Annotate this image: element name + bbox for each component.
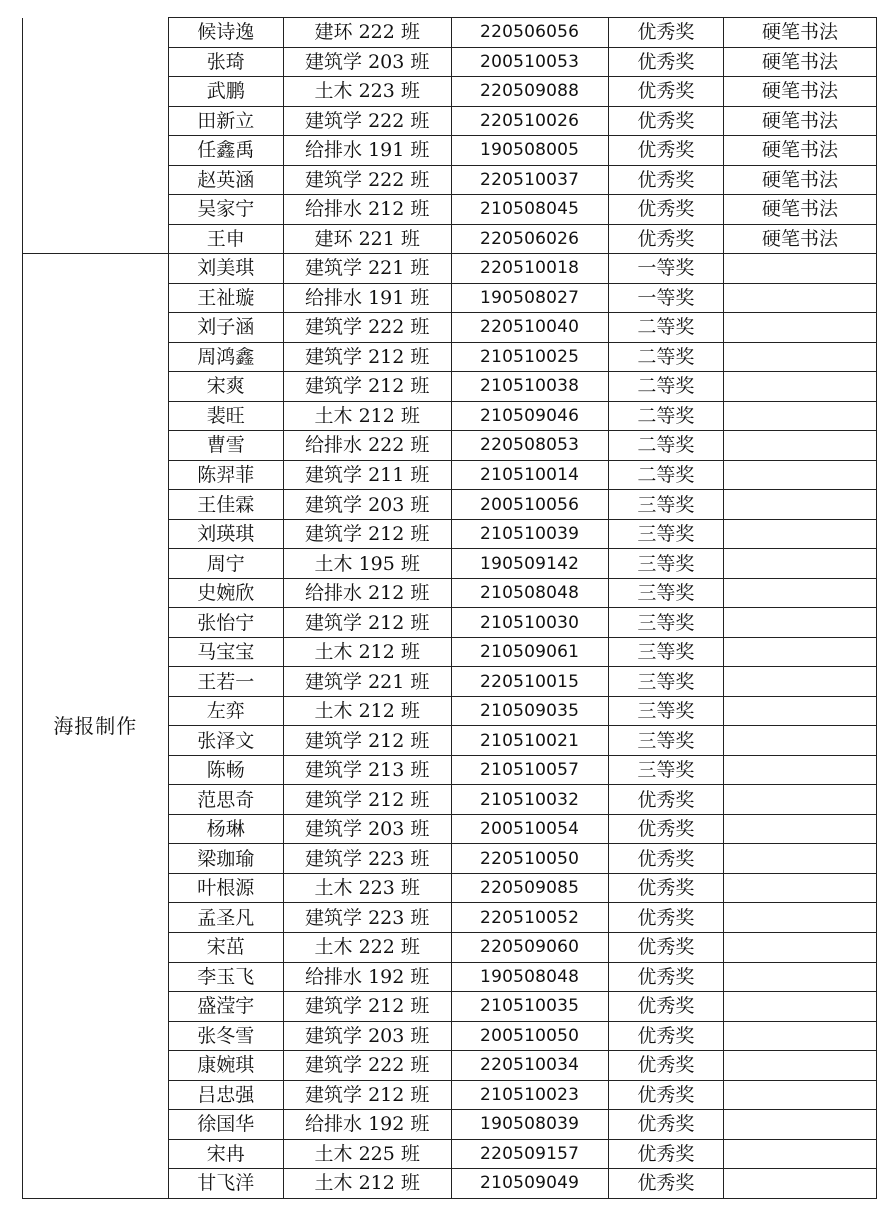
class-cell: 建筑学 203 班 <box>283 1021 451 1051</box>
award-type-cell <box>723 814 876 844</box>
class-cell: 建环 221 班 <box>283 224 451 254</box>
award-type-cell <box>723 1139 876 1169</box>
student-id-cell: 220510052 <box>451 903 608 933</box>
award-type-cell <box>723 992 876 1022</box>
award-type-cell: 硬笔书法 <box>723 195 876 225</box>
class-cell: 给排水 192 班 <box>283 1110 451 1140</box>
class-cell: 给排水 191 班 <box>283 136 451 166</box>
class-cell: 建筑学 222 班 <box>283 165 451 195</box>
student-id-cell: 210510025 <box>451 342 608 372</box>
award-table-body <box>23 18 877 1199</box>
student-name-cell: 王若一 <box>168 667 283 697</box>
award-type-cell <box>723 519 876 549</box>
award-type-cell <box>723 549 876 579</box>
student-id-cell: 220510040 <box>451 313 608 343</box>
student-name-cell: 刘美琪 <box>168 254 283 284</box>
class-cell: 土木 222 班 <box>283 932 451 962</box>
student-id-cell: 190508027 <box>451 283 608 313</box>
award-type-cell <box>723 1110 876 1140</box>
student-id-cell: 200510056 <box>451 490 608 520</box>
award-level-cell: 一等奖 <box>608 283 723 313</box>
award-type-cell <box>723 578 876 608</box>
award-type-cell <box>723 1169 876 1199</box>
award-level-cell: 优秀奖 <box>608 932 723 962</box>
class-cell: 建筑学 203 班 <box>283 47 451 77</box>
award-level-cell: 二等奖 <box>608 431 723 461</box>
award-level-cell: 优秀奖 <box>608 47 723 77</box>
category-cell-continued <box>23 18 169 254</box>
award-level-cell: 二等奖 <box>608 342 723 372</box>
student-id-cell: 190508005 <box>451 136 608 166</box>
award-type-cell <box>723 785 876 815</box>
award-type-cell: 硬笔书法 <box>723 47 876 77</box>
award-level-cell: 优秀奖 <box>608 962 723 992</box>
award-type-cell <box>723 342 876 372</box>
student-name-cell: 孟圣凡 <box>168 903 283 933</box>
award-level-cell: 三等奖 <box>608 549 723 579</box>
award-level-cell: 优秀奖 <box>608 992 723 1022</box>
student-name-cell: 张琦 <box>168 47 283 77</box>
student-name-cell: 盛滢宇 <box>168 992 283 1022</box>
class-cell: 建筑学 222 班 <box>283 1051 451 1081</box>
class-cell: 土木 212 班 <box>283 637 451 667</box>
award-level-cell: 优秀奖 <box>608 106 723 136</box>
class-cell: 建筑学 221 班 <box>283 667 451 697</box>
award-level-cell: 三等奖 <box>608 490 723 520</box>
class-cell: 建筑学 221 班 <box>283 254 451 284</box>
student-name-cell: 王祉璇 <box>168 283 283 313</box>
table-row <box>23 18 877 48</box>
award-type-cell <box>723 490 876 520</box>
table-row <box>23 254 877 284</box>
award-level-cell: 三等奖 <box>608 519 723 549</box>
student-id-cell: 210509035 <box>451 696 608 726</box>
student-name-cell: 裴旺 <box>168 401 283 431</box>
student-id-cell: 190508039 <box>451 1110 608 1140</box>
class-cell: 建筑学 212 班 <box>283 342 451 372</box>
class-cell: 土木 212 班 <box>283 401 451 431</box>
student-name-cell: 赵英涵 <box>168 165 283 195</box>
class-cell: 建环 222 班 <box>283 18 451 48</box>
award-level-cell: 二等奖 <box>608 460 723 490</box>
class-cell: 建筑学 213 班 <box>283 755 451 785</box>
student-name-cell: 张泽文 <box>168 726 283 756</box>
award-type-cell <box>723 873 876 903</box>
student-name-cell: 张怡宁 <box>168 608 283 638</box>
student-name-cell: 宋茁 <box>168 932 283 962</box>
award-type-cell <box>723 962 876 992</box>
student-id-cell: 210510038 <box>451 372 608 402</box>
student-id-cell: 210509046 <box>451 401 608 431</box>
award-type-cell <box>723 903 876 933</box>
student-name-cell: 王佳霖 <box>168 490 283 520</box>
class-cell: 建筑学 212 班 <box>283 372 451 402</box>
student-id-cell: 220510018 <box>451 254 608 284</box>
student-name-cell: 叶根源 <box>168 873 283 903</box>
student-name-cell: 张冬雪 <box>168 1021 283 1051</box>
student-name-cell: 杨琳 <box>168 814 283 844</box>
student-name-cell: 陈畅 <box>168 755 283 785</box>
award-level-cell: 优秀奖 <box>608 224 723 254</box>
class-cell: 建筑学 222 班 <box>283 106 451 136</box>
award-type-cell <box>723 1051 876 1081</box>
student-name-cell: 康婉琪 <box>168 1051 283 1081</box>
award-level-cell: 三等奖 <box>608 726 723 756</box>
student-name-cell: 宋爽 <box>168 372 283 402</box>
award-level-cell: 二等奖 <box>608 372 723 402</box>
student-id-cell: 200510050 <box>451 1021 608 1051</box>
student-name-cell: 田新立 <box>168 106 283 136</box>
student-name-cell: 史婉欣 <box>168 578 283 608</box>
student-name-cell: 曹雪 <box>168 431 283 461</box>
class-cell: 建筑学 222 班 <box>283 313 451 343</box>
student-name-cell: 甘飞洋 <box>168 1169 283 1199</box>
award-level-cell: 优秀奖 <box>608 136 723 166</box>
award-level-cell: 一等奖 <box>608 254 723 284</box>
award-level-cell: 优秀奖 <box>608 785 723 815</box>
student-name-cell: 候诗逸 <box>168 18 283 48</box>
student-name-cell: 梁珈瑜 <box>168 844 283 874</box>
class-cell: 给排水 212 班 <box>283 578 451 608</box>
award-level-cell: 三等奖 <box>608 696 723 726</box>
student-name-cell: 范思奇 <box>168 785 283 815</box>
student-name-cell: 徐国华 <box>168 1110 283 1140</box>
award-level-cell: 优秀奖 <box>608 1080 723 1110</box>
student-id-cell: 210510035 <box>451 992 608 1022</box>
award-table <box>22 17 877 1199</box>
class-cell: 建筑学 212 班 <box>283 992 451 1022</box>
student-id-cell: 210510021 <box>451 726 608 756</box>
class-cell: 建筑学 212 班 <box>283 726 451 756</box>
award-type-cell <box>723 254 876 284</box>
award-type-cell: 硬笔书法 <box>723 136 876 166</box>
class-cell: 建筑学 203 班 <box>283 490 451 520</box>
award-type-cell <box>723 460 876 490</box>
award-type-cell <box>723 283 876 313</box>
award-level-cell: 优秀奖 <box>608 165 723 195</box>
class-cell: 给排水 192 班 <box>283 962 451 992</box>
class-cell: 建筑学 223 班 <box>283 903 451 933</box>
award-type-cell <box>723 932 876 962</box>
student-name-cell: 王申 <box>168 224 283 254</box>
student-name-cell: 周宁 <box>168 549 283 579</box>
student-id-cell: 210510030 <box>451 608 608 638</box>
award-type-cell: 硬笔书法 <box>723 106 876 136</box>
award-level-cell: 优秀奖 <box>608 77 723 107</box>
student-id-cell: 210510039 <box>451 519 608 549</box>
student-name-cell: 李玉飞 <box>168 962 283 992</box>
award-level-cell: 优秀奖 <box>608 1169 723 1199</box>
student-id-cell: 210510057 <box>451 755 608 785</box>
award-level-cell: 三等奖 <box>608 667 723 697</box>
award-level-cell: 二等奖 <box>608 313 723 343</box>
student-id-cell: 210508045 <box>451 195 608 225</box>
class-cell: 土木 212 班 <box>283 1169 451 1199</box>
student-name-cell: 刘瑛琪 <box>168 519 283 549</box>
student-id-cell: 220508053 <box>451 431 608 461</box>
student-id-cell: 220509085 <box>451 873 608 903</box>
class-cell: 土木 223 班 <box>283 873 451 903</box>
award-type-cell: 硬笔书法 <box>723 165 876 195</box>
award-type-cell: 硬笔书法 <box>723 77 876 107</box>
student-id-cell: 220509088 <box>451 77 608 107</box>
award-level-cell: 优秀奖 <box>608 903 723 933</box>
award-level-cell: 优秀奖 <box>608 814 723 844</box>
award-type-cell <box>723 696 876 726</box>
student-name-cell: 马宝宝 <box>168 637 283 667</box>
class-cell: 给排水 222 班 <box>283 431 451 461</box>
award-type-cell <box>723 431 876 461</box>
award-type-cell <box>723 637 876 667</box>
class-cell: 给排水 191 班 <box>283 283 451 313</box>
student-id-cell: 220506056 <box>451 18 608 48</box>
student-id-cell: 220506026 <box>451 224 608 254</box>
award-type-cell <box>723 608 876 638</box>
class-cell: 建筑学 211 班 <box>283 460 451 490</box>
class-cell: 土木 195 班 <box>283 549 451 579</box>
student-id-cell: 220509060 <box>451 932 608 962</box>
award-type-cell <box>723 726 876 756</box>
student-id-cell: 220509157 <box>451 1139 608 1169</box>
class-cell: 建筑学 212 班 <box>283 785 451 815</box>
student-name-cell: 武鹏 <box>168 77 283 107</box>
student-id-cell: 220510037 <box>451 165 608 195</box>
award-level-cell: 优秀奖 <box>608 1110 723 1140</box>
student-id-cell: 210508048 <box>451 578 608 608</box>
class-cell: 建筑学 212 班 <box>283 608 451 638</box>
class-cell: 土木 225 班 <box>283 1139 451 1169</box>
award-type-cell <box>723 372 876 402</box>
student-name-cell: 左弈 <box>168 696 283 726</box>
student-id-cell: 210510014 <box>451 460 608 490</box>
student-id-cell: 220510026 <box>451 106 608 136</box>
award-level-cell: 三等奖 <box>608 637 723 667</box>
award-level-cell: 优秀奖 <box>608 1051 723 1081</box>
award-level-cell: 三等奖 <box>608 578 723 608</box>
award-level-cell: 三等奖 <box>608 608 723 638</box>
award-type-cell <box>723 401 876 431</box>
student-name-cell: 任鑫禹 <box>168 136 283 166</box>
award-type-cell <box>723 313 876 343</box>
award-type-cell: 硬笔书法 <box>723 18 876 48</box>
student-id-cell: 190509142 <box>451 549 608 579</box>
student-id-cell: 200510053 <box>451 47 608 77</box>
award-level-cell: 优秀奖 <box>608 1139 723 1169</box>
student-id-cell: 220510034 <box>451 1051 608 1081</box>
student-id-cell: 210509061 <box>451 637 608 667</box>
class-cell: 建筑学 212 班 <box>283 519 451 549</box>
student-id-cell: 190508048 <box>451 962 608 992</box>
class-cell: 建筑学 212 班 <box>283 1080 451 1110</box>
student-id-cell: 210510032 <box>451 785 608 815</box>
award-level-cell: 优秀奖 <box>608 195 723 225</box>
award-level-cell: 优秀奖 <box>608 1021 723 1051</box>
student-id-cell: 220510015 <box>451 667 608 697</box>
award-level-cell: 二等奖 <box>608 401 723 431</box>
award-type-cell <box>723 844 876 874</box>
category-cell: 海报制作 <box>23 254 169 1199</box>
class-cell: 建筑学 203 班 <box>283 814 451 844</box>
award-type-cell: 硬笔书法 <box>723 224 876 254</box>
award-type-cell <box>723 667 876 697</box>
student-name-cell: 宋冉 <box>168 1139 283 1169</box>
award-level-cell: 优秀奖 <box>608 844 723 874</box>
class-cell: 土木 212 班 <box>283 696 451 726</box>
student-id-cell: 200510054 <box>451 814 608 844</box>
student-name-cell: 陈羿菲 <box>168 460 283 490</box>
award-type-cell <box>723 755 876 785</box>
award-level-cell: 三等奖 <box>608 755 723 785</box>
student-id-cell: 220510050 <box>451 844 608 874</box>
award-level-cell: 优秀奖 <box>608 18 723 48</box>
student-name-cell: 刘子涵 <box>168 313 283 343</box>
award-type-cell <box>723 1021 876 1051</box>
award-level-cell: 优秀奖 <box>608 873 723 903</box>
student-name-cell: 周鸿鑫 <box>168 342 283 372</box>
student-name-cell: 吴家宁 <box>168 195 283 225</box>
class-cell: 建筑学 223 班 <box>283 844 451 874</box>
class-cell: 给排水 212 班 <box>283 195 451 225</box>
student-name-cell: 吕忠强 <box>168 1080 283 1110</box>
class-cell: 土木 223 班 <box>283 77 451 107</box>
award-type-cell <box>723 1080 876 1110</box>
student-id-cell: 210510023 <box>451 1080 608 1110</box>
student-id-cell: 210509049 <box>451 1169 608 1199</box>
